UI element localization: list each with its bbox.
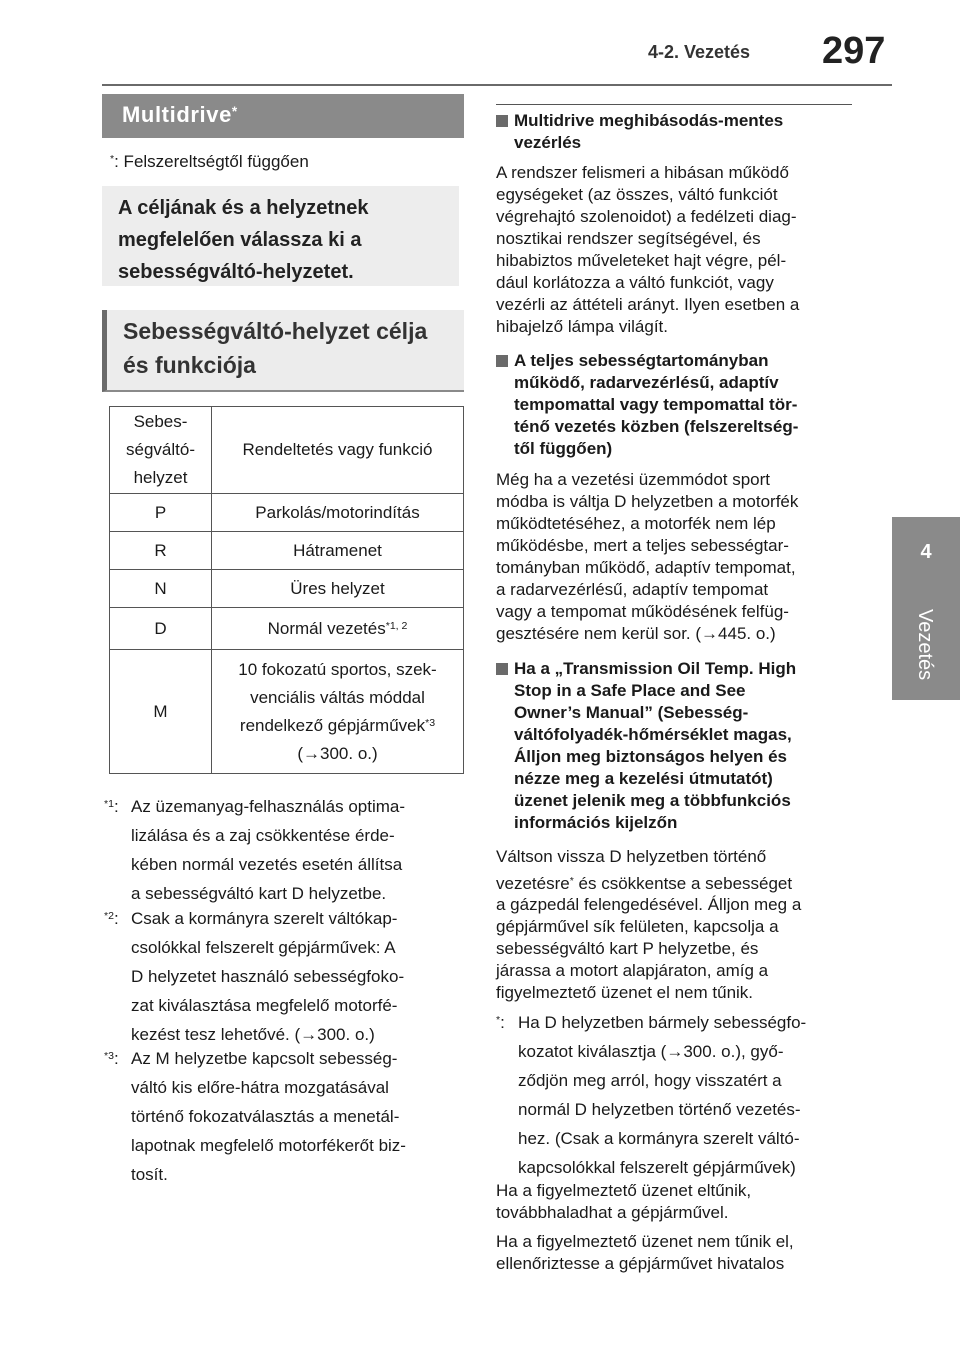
multidrive-mark: *	[231, 103, 238, 119]
equipment-note-mark: *	[110, 153, 115, 166]
gear-position-table	[109, 406, 464, 774]
chapter-tab	[892, 517, 960, 700]
subheading-cruise-control: A teljes sebességtartományban működő, radarvezérlésű, adaptív tempomattal vagy tempomattal tör- ténő vezetés közben (felszereltség- től függően)	[496, 350, 856, 460]
table-cell-function: Hátramenet	[212, 532, 464, 570]
paragraph: Ha a figyelmeztető üzenet eltűnik, továbbhaladhat a gépjárművel.	[496, 1181, 752, 1222]
column-rule	[496, 104, 852, 105]
paragraph: A rendszer felismeri a hibásan működő egységeket (az összes, váltó funkciót végrehajtó szolenoidot) a fedélzeti diag- nosztikai rendszer segítségével, és hibabiztos műveleteket hajt végre, pél- dául korlátozza a váltó funkciót, vagy vezérli az áttételi arányt. Ilyen esetben a hibajelző lámpa világít.	[496, 163, 800, 336]
table-cell-function: Normál vezetés$^{*1, 2}$	[212, 608, 464, 650]
table-cell-function: Üres helyzet	[212, 570, 464, 608]
summary-text: A céljának és a helyzetnek megfelelően válassza ki a sebességváltó-helyzetet.	[118, 197, 369, 283]
footnote: $^{*3}$: Az M helyzetbe kapcsolt sebesség- váltó kis előre-hátra mozgatásával történő fokozatválasztás a menetál- lapotnak megfelelő motorfékerőt biz- tosít.	[104, 1049, 406, 1184]
table-cell-position: M	[110, 650, 212, 774]
table-cell-function: Parkolás/motorindítás	[212, 494, 464, 532]
multidrive-title: Multidrive	[122, 102, 232, 127]
table-cell-position: N	[110, 570, 212, 608]
footnote: *: Ha D helyzetben bármely sebességfo- kozatot kiválasztja (→300. o.), győ- ződjön meg arról, hogy visszatért a normál D helyzetben történő vezetés- hez. (Csak a kormányra szerelt váltó- kapcsolókkal felszerelt gépjárművek)	[496, 1013, 807, 1177]
page-reference: (→300. o.)	[297, 743, 378, 763]
table-cell-function: 10 fokozatú sportos, szek- venciális váltás móddal rendelkező gépjárművek$^{*3}$ (→300. o.)	[212, 650, 464, 774]
purpose-heading: Sebességváltó-helyzet célja és funkciója	[123, 318, 428, 378]
subheading-multidrive-failsafe: Multidrive meghibásodás-mentes vezérlés	[496, 110, 856, 154]
footnote-ref: *	[569, 875, 574, 888]
purpose-heading-box	[102, 310, 464, 392]
footnote: $^{*2}$: Csak a kormányra szerelt váltókap- csolókkal felszerelt gépjárművek: A D helyzetet használó sebességfoko- zat kiválasztása megfelelő motorfé- kezést tesz lehetővé. (→300. o.)	[104, 909, 405, 1044]
chapter-label: Vezetés	[914, 609, 936, 681]
multidrive-title-box	[102, 94, 464, 138]
summary-box	[102, 186, 459, 286]
paragraph: Ha a figyelmeztető üzenet nem tűnik el, ellenőriztesse a gépjárművet hivatalos	[496, 1232, 794, 1273]
paragraph: Még ha a vezetési üzemmódot sport módba is váltja D helyzetben a motorfék működtetéséhez, a motorfék nem lép működésbe, mert a teljes sebességtar- tományban működő, adaptív tempomat, a radarvezérlésű, adaptív tempomat vagy a tempomat működésének felfüg- gesztésére nem kerül sor. (→445. o.)	[496, 470, 799, 643]
table-cell-position: D	[110, 608, 212, 650]
table-row	[110, 494, 464, 532]
paragraph: a gázpedál felengedésével. Álljon meg a gépjárművel sík felületen, kapcsolja a sebességváltó kart P helyzetbe, és járassa a motort alapjáraton, amíg a figyelmeztető üzenet el nem tűnik.	[496, 895, 802, 1002]
table-header-function: Rendeltetés vagy funkció	[212, 407, 464, 494]
bullet-square-icon	[496, 115, 508, 127]
table-row	[110, 532, 464, 570]
page-number: 297	[822, 30, 886, 72]
footnote-ref: *3	[425, 716, 436, 729]
table-header-position: Sebes- ségváltó- helyzet	[110, 407, 212, 494]
table-row	[110, 608, 464, 650]
header-rule	[102, 84, 892, 86]
table-header-row	[110, 407, 464, 494]
footnote: $^{*1}$: Az üzemanyag-felhasználás optima- lizálása és a zaj csökkentése érde- kében normál vezetés esetén állítsa a sebességváltó kart D helyzetbe.	[104, 797, 406, 903]
equipment-note	[110, 152, 309, 172]
bullet-square-icon	[496, 355, 508, 367]
subheading-transmission-warning: Ha a „Transmission Oil Temp. High Stop in a Safe Place and See Owner’s Manual” (Sebesség- váltófolyadék-hőmérséklet magas, Álljon meg biztonságos helyen és nézze meg a kezelési útmutatót) üzenet jelenik meg a többfunkciós információs kijelzőn	[496, 658, 856, 834]
bullet-square-icon	[496, 663, 508, 675]
footnote-ref: *1, 2	[385, 619, 408, 632]
chapter-number: 4	[920, 541, 932, 563]
table-cell-position: P	[110, 494, 212, 532]
table-row	[110, 570, 464, 608]
paragraph: Váltson vissza D helyzetben történő vezetésre* és csökkentse a sebességet	[496, 847, 793, 893]
equipment-note-text: : Felszereltségtől függően	[114, 152, 309, 171]
table-row	[110, 650, 464, 774]
table-cell-position: R	[110, 532, 212, 570]
section-title: 4-2. Vezetés	[648, 42, 751, 62]
